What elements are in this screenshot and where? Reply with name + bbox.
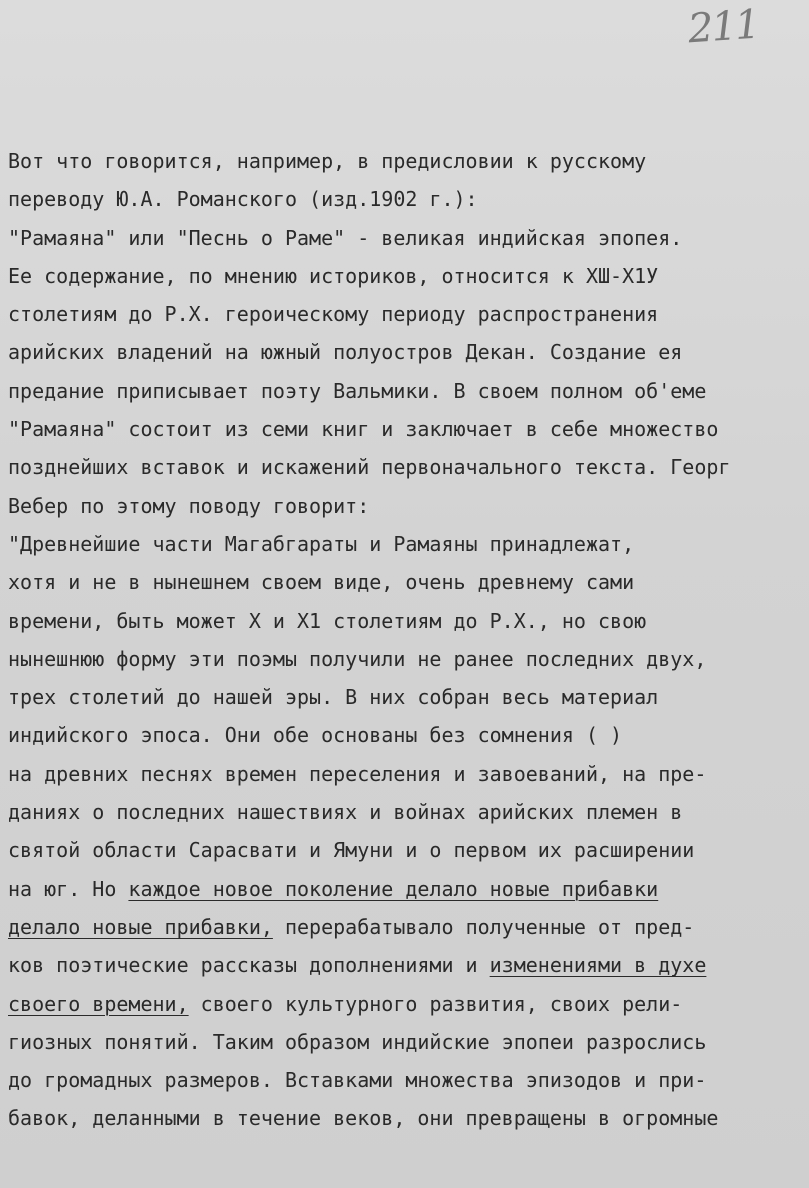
text-line [8, 410, 808, 448]
text-segment: "Рамаяна" или "Песнь о Раме" - великая индийская эпопея. [8, 225, 683, 250]
text-segment: своего культурного развития, своих рели- [188, 991, 683, 1016]
text-segment: гиозных понятий. Таким образом индийские эпопеи разрослись [8, 1029, 707, 1054]
text-segment: переводу Ю.А. Романского (изд.1902 г.): [8, 187, 478, 212]
text-segment: "Древнейшие части Магабгараты и Рамаяны принадлежат, [8, 531, 635, 556]
text-line [8, 870, 808, 908]
text-line [8, 563, 808, 601]
text-line [8, 602, 808, 640]
text-line [8, 142, 808, 180]
text-line [8, 525, 808, 563]
underlined-text-segment: своего времени, [8, 991, 189, 1016]
text-line [8, 180, 808, 218]
typed-text-body [8, 142, 808, 1138]
text-segment: нынешнюю форму эти поэмы получили не ранее последних двух, [8, 646, 707, 671]
text-segment: столетиям до Р.Х. героическому периоду распространения [8, 302, 659, 327]
underlined-text-segment: каждое новое поколение делало новые прибавки [128, 876, 659, 901]
text-segment: на юг. Но [8, 876, 129, 901]
text-segment: трех столетий до нашей эры. В них собран весь материал [8, 685, 659, 710]
text-line [8, 1099, 808, 1137]
text-line [8, 1061, 808, 1099]
text-line [8, 219, 808, 257]
text-line [8, 1023, 808, 1061]
text-line [8, 333, 808, 371]
text-segment: Вебер по этому поводу говорит: [8, 493, 370, 518]
text-segment: "Рамаяна" состоит из семи книг и заключает в себе множество [8, 417, 719, 442]
text-segment: времени, быть может Х и Х1 столетиям до Р.Х., но свою [8, 608, 647, 633]
text-segment: хотя и не в нынешнем своем виде, очень древнему сами [8, 570, 635, 595]
text-segment: индийского эпоса. Они обе основаны без сомнения ( ) [8, 723, 623, 748]
text-segment: святой области Сарасвати и Ямуни и о первом их расширении [8, 838, 695, 863]
text-line [8, 985, 808, 1023]
text-line [8, 640, 808, 678]
text-line [8, 678, 808, 716]
text-line [8, 908, 808, 946]
text-line [8, 448, 808, 486]
text-segment: Ее содержание, по мнению историков, относится к ХШ-Х1У [8, 263, 659, 288]
text-segment: предание приписывает поэту Вальмики. В своем полном об'еме [8, 378, 707, 403]
text-line [8, 372, 808, 410]
text-line [8, 831, 808, 869]
underlined-text-segment: делало новые прибавки, [8, 914, 273, 939]
text-segment: перерабатывало полученные от пред- [272, 914, 695, 939]
text-segment: на древних песнях времен переселения и завоеваний, на пре- [8, 761, 707, 786]
text-line [8, 487, 808, 525]
text-segment: Вот что говорится, например, в предисловии к русскому [8, 149, 647, 173]
text-line [8, 793, 808, 831]
text-segment: бавок, деланными в течение веков, они превращены в огромные [8, 1106, 719, 1131]
underlined-text-segment: изменениями в духе [489, 953, 707, 978]
text-segment: позднейших вставок и искажений первоначального текста. Георг [8, 455, 731, 480]
text-line [8, 946, 808, 984]
text-segment: даниях о последних нашествиях и войнах арийских племен в [8, 800, 683, 825]
text-line [8, 755, 808, 793]
handwritten-page-number: 211 [686, 1, 760, 53]
text-line [8, 257, 808, 295]
text-line [8, 716, 808, 754]
text-segment: арийских владений на южный полуостров Декан. Создание ея [8, 340, 683, 365]
text-segment: до громадных размеров. Вставками множества эпизодов и при- [8, 1068, 707, 1093]
text-line [8, 295, 808, 333]
text-segment: ков поэтические рассказы дополнениями и [8, 953, 490, 978]
